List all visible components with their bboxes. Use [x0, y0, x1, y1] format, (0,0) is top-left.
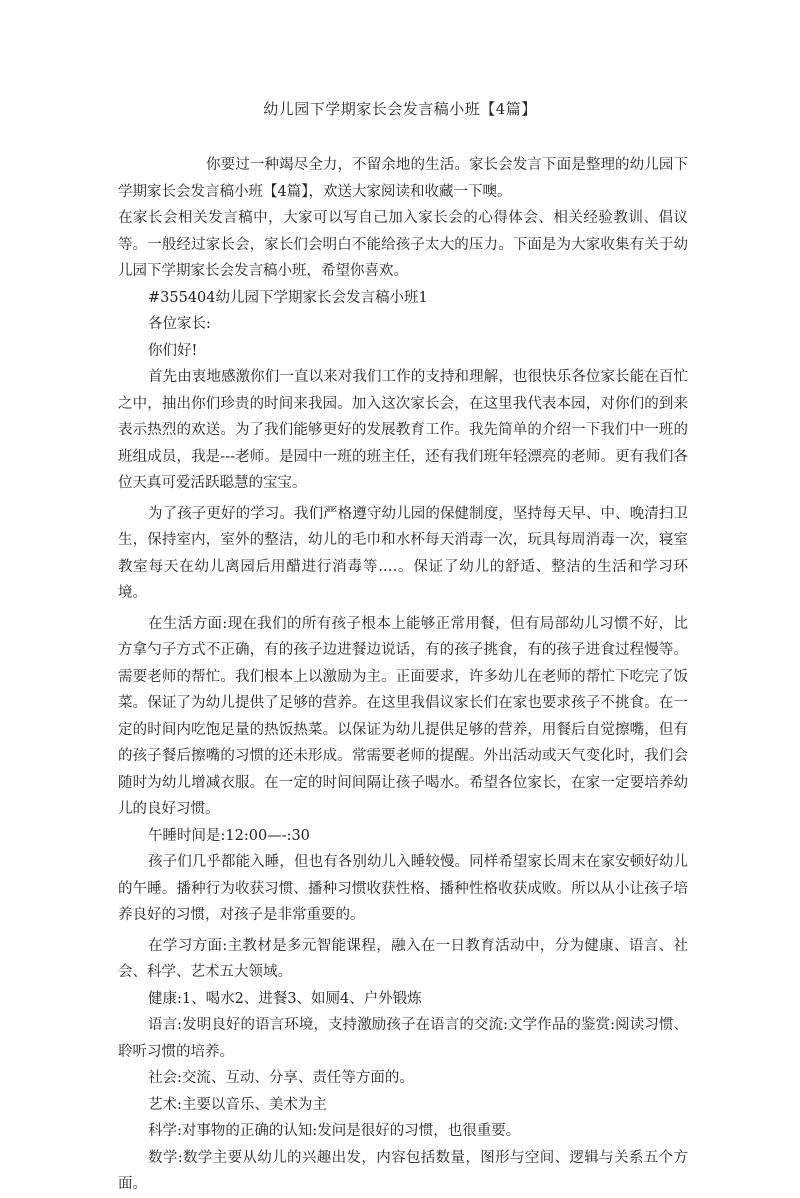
art-line: 艺术:主要以音乐、美术为主	[148, 1096, 327, 1113]
document-title: 幼儿园下学期家长会发言稿小班【4篇】	[263, 100, 537, 118]
body-paragraph-3: 在生活方面:现在我们的所有孩子根本上能够正常用餐，但有局部幼儿习惯不好，比方拿勺子方式不正确，有的孩子边进餐边说话，有的孩子挑食，有的孩子进食过程慢等。需要老师的帮忙。我们根本上以激励为主。正面要求，许多幼儿在老师的帮忙下吃完了饭菜。保证了为幼儿提供了足够的营养。在这里我倡议家长们在家也要求孩子不挑食。在一定的时间内吃饱足量的热饭热菜。以保证为幼儿提供足够的营养，用餐后自觉擦嘴，但有的孩子餐后擦嘴的习惯的还未形成。常需要老师的提醒。外出活动或天气变化时，我们会随时为幼儿增减衣服。在一定的时间间隔让孩子喝水。希望各位家长，在家一定要培养幼儿的良好习惯。	[118, 615, 688, 817]
document-body	[118, 152, 688, 1198]
body-paragraph-4: 孩子们几乎都能入睡，但也有各别幼儿入睡较慢。同样希望家长周末在家安顿好幼儿的午睡。播种行为收获习惯、播种习惯收获性格、播种性格收获成败。所以从小让孩子培养良好的习惯，对孩子是非常重要的。	[118, 854, 688, 923]
body-paragraph-2: 为了孩子更好的学习。我们严格遵守幼儿园的保健制度，坚持每天早、中、晚清扫卫生，保持室内，室外的整洁，幼儿的毛巾和水杯每天消毒一次，玩具每周消毒一次，寝室教室每天在幼儿离园后用醋进行消毒等….。保证了幼儿的舒适、整洁的生活和学习环境。	[118, 505, 688, 601]
intro-paragraph-1: 你要过一种竭尽全力，不留余地的生活。家长会发言下面是整理的幼儿园下学期家长会发言稿小班【4篇】，欢送大家阅读和收藏一下噢。	[118, 157, 688, 200]
language-line: 语言:发明良好的语言环境，支持激励孩子在语言的交流:文学作品的鉴赏:阅读习惯、聆听习惯的培养。	[118, 1017, 688, 1060]
math-line: 数学:数学主要从幼儿的兴趣出发，内容包括数量，图形与空间、逻辑与关系五个方面。	[118, 1149, 688, 1192]
social-line: 社会:交流、互动、分享、责任等方面的。	[148, 1070, 414, 1086]
intro-paragraph-2: 在家长会相关发言稿中，大家可以写自己加入家长会的心得体会、相关经验教训、倡议等。一般经过家长会，家长们会明白不能给孩子太大的压力。下面是为大家收集有关于幼儿园下学期家长会发言稿小班，希望你喜欢。	[118, 210, 688, 279]
health-line: 健康:1、喝水2、进餐3、如厕4、户外锻炼	[148, 990, 422, 1007]
nap-time-line: 午睡时间是:12:00—-:30	[148, 827, 310, 844]
greeting-line: 各位家长:	[148, 316, 211, 332]
body-paragraph-1: 首先由衷地感激你们一直以来对我们工作的支持和理解，也很快乐各位家长能在百忙之中，抽出你们珍贵的时间来我园。加入这次家长会，在这里我代表本园，对你们的到来表示热烈的欢送。为了我们能够更好的发展教育工作。我先简单的介绍一下我们中一班的班组成员，我是---老师。是园中一班的班主任，还有我们班年轻漂亮的老师。更有我们各位天真可爱活跃聪慧的宝宝。	[118, 369, 688, 491]
hello-line: 你们好!	[148, 342, 198, 359]
science-line: 科学:对事物的正确的认知:发问是很好的习惯，也很重要。	[148, 1123, 521, 1139]
body-paragraph-5: 在学习方面:主教材是多元智能课程，融入在一日教育活动中，分为健康、语言、社会、科学、艺术五大领域。	[118, 937, 688, 980]
section-heading: #355404幼儿园下学期家长会发言稿小班1	[148, 289, 428, 306]
